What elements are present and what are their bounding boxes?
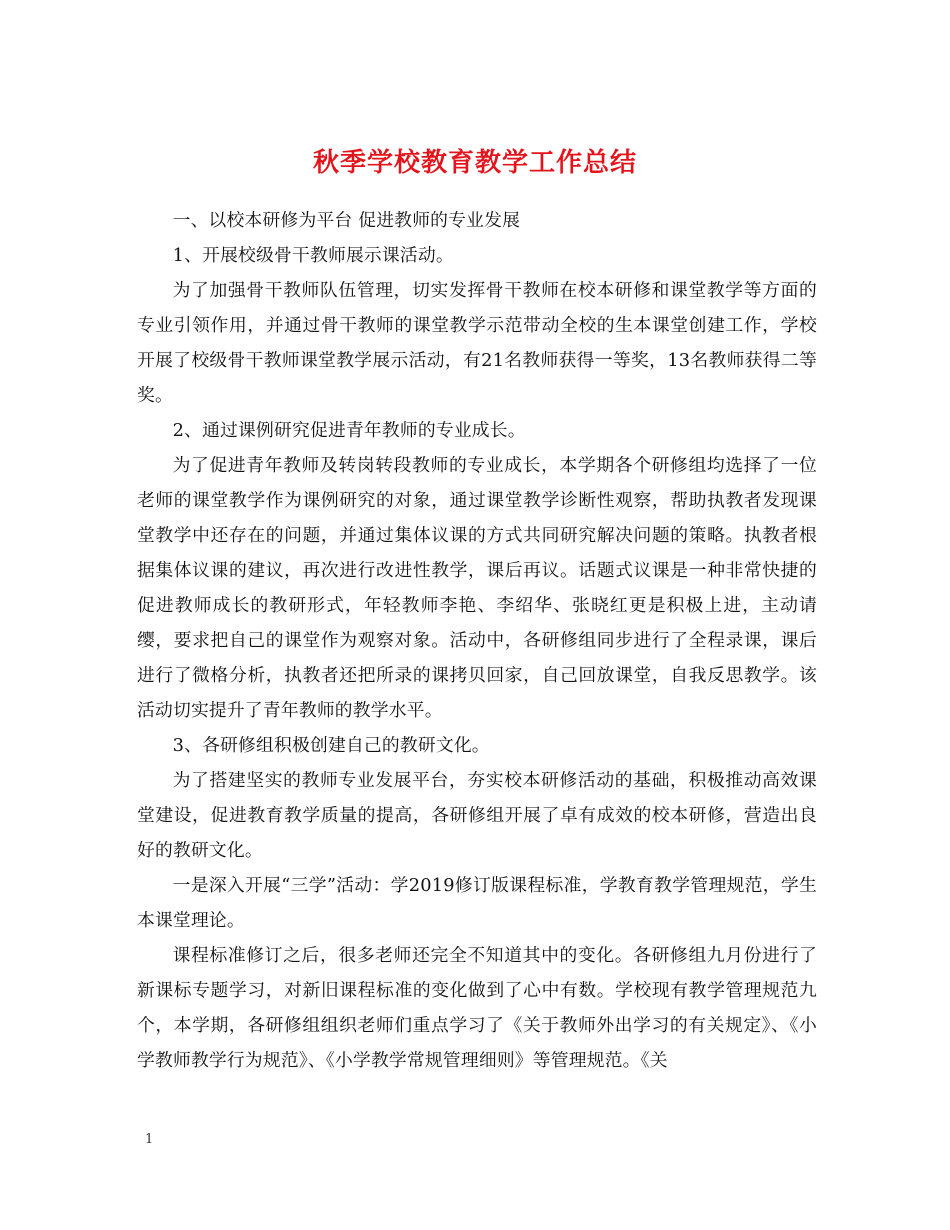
page-number: 1 xyxy=(145,1132,154,1147)
section-heading-1: 一、以校本研修为平台 促进教师的专业发展 xyxy=(172,210,521,231)
subheading-2: 2、通过课例研究促进青年教师的专业成长。 xyxy=(172,420,526,441)
paragraph-1: 为了加强骨干教师队伍管理，切实发挥骨干教师在校本研修和课堂教学等方面的专业引领作用，并通过骨干教师的课堂教学示范带动全校的生本课堂创建工作，学校开展了校级骨干教师课堂教学展示活动，有21名教师获得一等奖，13名教师获得二等奖。 xyxy=(137,280,817,406)
paragraph-2: 为了促进青年教师及转岗转段教师的专业成长，本学期各个研修组均选择了一位老师的课堂教学作为课例研究的对象，通过课堂教学诊断性观察，帮助执教者发现课堂教学中还存在的问题，并通过集体议课的方式共同研究解决问题的策略。执教者根据集体议课的建议，再次进行改进性教学，课后再议。话题式议课是一种非常快捷的促进教师成长的教研形式，年轻教师李艳、李绍华、张晓红更是积极上进，主动请缨，要求把自己的课堂作为观察对象。活动中，各研修组同步进行了全程录课，课后进行了微格分析，执教者还把所录的课拷贝回家，自己回放课堂，自我反思教学。该活动切实提升了青年教师的教学水平。 xyxy=(137,455,817,721)
subheading-1: 1、开展校级骨干教师展示课活动。 xyxy=(172,245,454,266)
paragraph-5: 课程标准修订之后，很多老师还完全不知道其中的变化。各研修组九月份进行了新课标专题学习，对新旧课程标准的变化做到了心中有数。学校现有教学管理规范九个，本学期，各研修组组织老师们重点学习了《关于教师外出学习的有关规定》、《小学教师教学行为规范》、《小学教学常规管理细则》等管理规范。《关 xyxy=(137,945,817,1071)
document-body xyxy=(137,203,817,1078)
document-title: 秋季学校教育教学工作总结 xyxy=(312,148,637,179)
paragraph-3: 为了搭建坚实的教师专业发展平台，夯实校本研修活动的基础，积极推动高效课堂建设，促进教育教学质量的提高，各研修组开展了卓有成效的校本研修，营造出良好的教研文化。 xyxy=(137,770,817,861)
subheading-3: 3、各研修组积极创建自己的教研文化。 xyxy=(172,735,490,756)
paragraph-4: 一是深入开展“三学”活动：学2019修订版课程标准，学教育教学管理规范，学生本课堂理论。 xyxy=(137,875,817,931)
